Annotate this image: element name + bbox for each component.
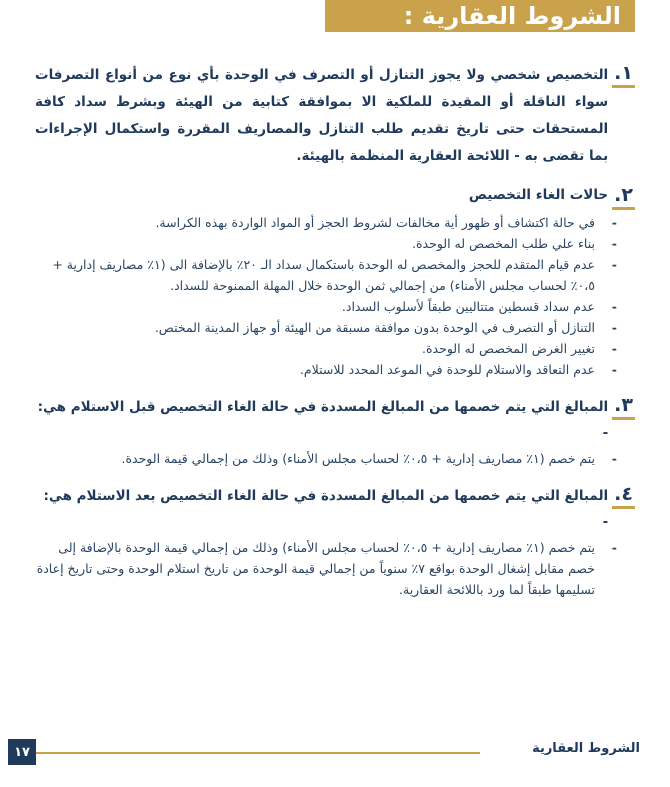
section-1-paragraph: التخصيص شخصي ولا يجوز التنازل أو التصرف في الوحدة بأي نوع من أنواع التصرفات سواء الناقلة أو المقيدة للملكية الا بموافقة كتابية من الهيئة وبشرط سداد كافة المستحقات حتى تاريخ تقديم طلب التنازل والمصاريف المقررة واستكمال الإجراءات بما تقضى به - اللائحة العقارية المنظمة بالهيئة. xyxy=(35,67,609,164)
section-number: ٤. xyxy=(612,483,635,509)
list-item: - يتم خصم (١٪ مصاريف إدارية + ٠،٥٪ لحساب مجلس الأمناء) وذلك من إجمالي قيمة الوحدة بالإضافة إلى خصم مقابل إشغال الوحدة بواقع ٧٪ سنوياً من إجمالي قيمة الوحدة من تاريخ استلام الوحدة وحتى تاريخ إعادة تسليمها طبقاً لما ورد باللائحة العقارية. xyxy=(36,540,617,597)
page-title: الشروط العقارية : xyxy=(403,2,621,30)
section-3 xyxy=(35,394,635,469)
section-2-bullets xyxy=(35,212,635,380)
footer-divider xyxy=(36,752,480,754)
section-4-title: المبالغ التي يتم خصمها من المبالغ المسددة في حالة الغاء التخصيص بعد الاستلام هي: - xyxy=(43,488,609,530)
list-item: - عدم التعاقد والاستلام للوحدة في الموعد المحدد للاستلام. xyxy=(299,362,617,377)
list-item: - التنازل أو التصرف في الوحدة بدون موافقة مسبقة من الهيئة أو جهاز المدينة المختص. xyxy=(154,320,617,335)
list-item: - يتم خصم (١٪ مصاريف إدارية + ٠،٥٪ لحساب مجلس الأمناء) وذلك من إجمالي قيمة الوحدة. xyxy=(121,451,617,466)
section-number: ٣. xyxy=(612,394,635,420)
section-3-bullets xyxy=(35,448,635,469)
footer xyxy=(0,737,670,767)
title-bar xyxy=(325,0,635,32)
page-number: ١٧ xyxy=(8,739,36,765)
section-3-title: المبالغ التي يتم خصمها من المبالغ المسددة في حالة الغاء التخصيص قبل الاستلام هي: - xyxy=(37,399,609,441)
section-1-head xyxy=(35,62,635,170)
list-item: - بناء علي طلب المخصص له الوحدة. xyxy=(412,236,617,251)
list-item: - في حالة اكتشاف أو ظهور أية مخالفات لشروط الحجز أو المواد الواردة بهذه الكراسة. xyxy=(155,215,617,230)
list-item: - تغيير الغرض المخصص له الوحدة. xyxy=(422,341,617,356)
list-item: - عدم قيام المتقدم للحجز والمخصص له الوحدة باستكمال سداد الـ ٢٠٪ بالإضافة الى (١٪ مصاريف إدارية + ٠،٥٪ لحساب مجلس الأمناء) من إجمالي ثمن الوحدة خلال المهلة الممنوحة للسداد. xyxy=(52,257,617,293)
section-4-bullets xyxy=(35,537,635,600)
section-4-head xyxy=(35,483,635,535)
content xyxy=(35,62,635,614)
section-2 xyxy=(35,184,635,380)
section-2-title: حالات الغاء التخصيص xyxy=(468,187,609,203)
section-2-head xyxy=(35,184,635,210)
section-number: ٢. xyxy=(612,184,635,210)
section-4 xyxy=(35,483,635,600)
section-1 xyxy=(35,62,635,170)
section-3-head xyxy=(35,394,635,446)
section-number: ١. xyxy=(612,62,635,88)
footer-title: الشروط العقارية xyxy=(532,741,640,756)
list-item: - عدم سداد قسطين متتاليين طبقاً لأسلوب السداد. xyxy=(341,299,617,314)
